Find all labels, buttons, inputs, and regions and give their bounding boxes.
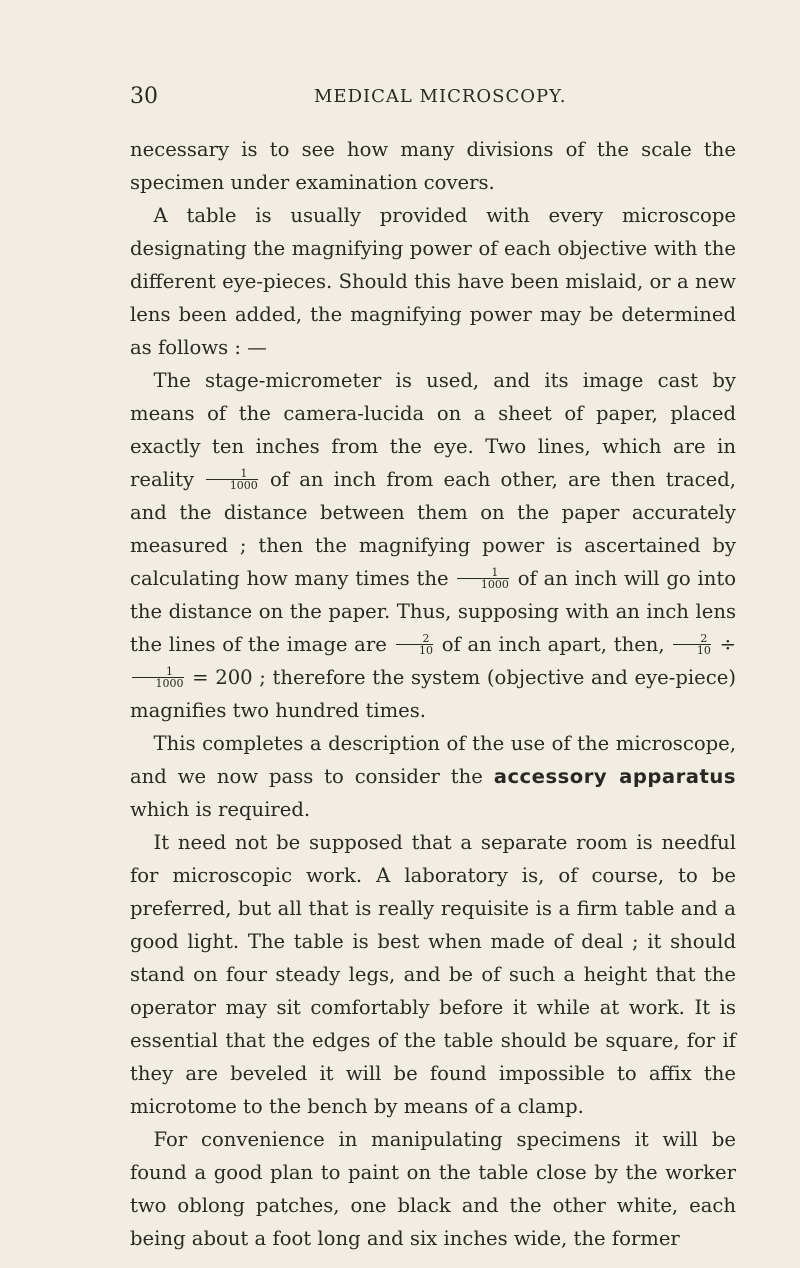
paragraph-3-text-e: = 200 ; therefore the system (objective and eye-piece) magnifies two hundred times. [130, 666, 736, 722]
fraction-4: $\frac{2}{10}$ [673, 633, 711, 656]
paragraph-3-text-d: of an inch apart, then, [441, 633, 665, 656]
accessory-apparatus-heading: accessory apparatus [493, 765, 736, 788]
page-number: 30 [130, 84, 158, 109]
fraction-5: $\frac{1}{1000}$ [132, 666, 184, 689]
paragraph-6: For convenience in manipulating specimens it will be found a good plan to paint on the table close by the worker two oblong patches, one black and the other white, each being about a foot long and six inches wide, the former [130, 1128, 736, 1250]
fraction-2: $\frac{1}{1000}$ [457, 567, 509, 590]
fraction-1: $\frac{1}{1000}$ [206, 468, 258, 491]
paragraph-4-text-b: which is required. [130, 798, 311, 821]
paragraph-3-text-a: The stage-micrometer is used, and its image cast by means of the camera-lucida on a sheet of paper, placed exactly ten inches from the eye. Two lines, which are in reality [130, 369, 736, 491]
paragraph-4-text-a: This completes a description of the use of the microscope, and we now pass to consider the [130, 732, 736, 788]
paragraph-2: A table is usually provided with every microscope designating the magnifying power of each objective with the different eye-pieces. Should this have been mislaid, or a new lens been added, the magnifying power may be determined as follows : — [130, 204, 736, 359]
paragraph-3-text-c: of an inch will go into the distance on the paper. Thus, supposing with an inch lens the lines of the image are [130, 567, 737, 656]
paragraph-5: It need not be supposed that a separate room is needful for microscopic work. A laboratory is, of course, to be preferred, but all that is really requisite is a firm table and a good light. The table is best when made of deal ; it should stand on four steady legs, and be of such a height that the operator may sit comfortably before it while at work. It is essential that the edges of the table should be square, for if they are beveled it will be found impossible to affix the microtome to the bench by means of a clamp. [130, 831, 736, 1118]
body-text [130, 133, 736, 1255]
paragraph-3 [130, 364, 736, 727]
running-title: MEDICAL MICROSCOPY. [314, 86, 567, 107]
page-header [130, 84, 730, 114]
fraction-3: $\frac{2}{10}$ [396, 633, 434, 656]
division-operator: ÷ [719, 633, 736, 656]
paragraph-4 [130, 727, 736, 826]
paragraph-3-text-b: of an inch from each other, are then traced, and the distance between them on the paper accurately measured ; then the magnifying power is ascertained by calculating how many times the [130, 468, 736, 590]
paragraph-1: necessary is to see how many divisions of the scale the specimen under examination covers. [130, 138, 736, 194]
